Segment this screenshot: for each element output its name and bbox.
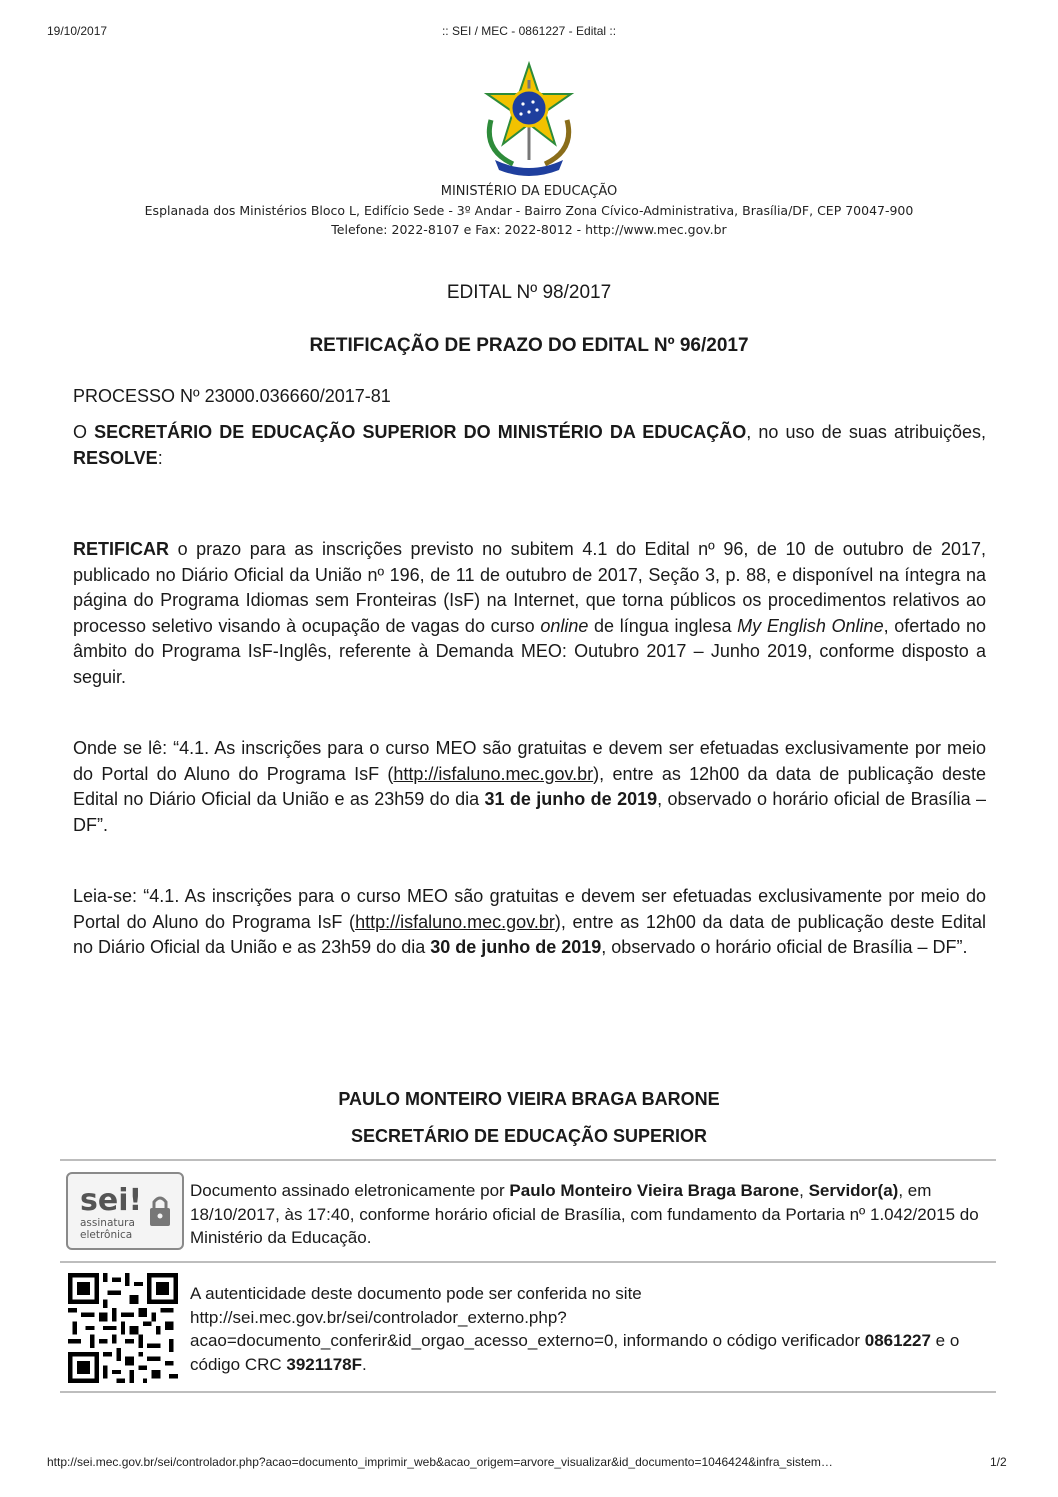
print-title: :: SEI / MEC - 0861227 - Edital :: (441, 24, 617, 38)
processo-number: PROCESSO Nº 23000.036660/2017-81 (73, 386, 391, 406)
print-footer-url: http://sei.mec.gov.br/sei/controlador.php?acao=documento_imprimir_web&acao_origem=arvore_visualizar&id_documento=1046424&infra_sistem… (47, 1455, 833, 1469)
divider (60, 1391, 996, 1393)
signatory-role: SECRETÁRIO DE EDUCAÇÃO SUPERIOR (350, 1126, 708, 1146)
secretario-paragraph: O SECRETÁRIO DE EDUCAÇÃO SUPERIOR DO MINISTÉRIO DA EDUCAÇÃO, no uso de suas atribuições, RESOLVE: (73, 422, 987, 468)
leia-se-paragraph: Leia-se: “4.1. As inscrições para o curso MEO são gratuitas e devem ser efetuadas exclusivamente por meio do Portal do Aluno do Programa IsF (http://isfaluno.mec.gov.br), entre as 12h00 da data de publicação deste Edital no Diário Oficial da União e as 23h59 do dia 30 de junho de 2019, observado o horário oficial de Brasília – DF”. (73, 886, 987, 957)
document-heading: RETIFICAÇÃO DE PRAZO DO EDITAL Nº 96/2017 (309, 335, 749, 356)
sei-signature-seal-icon (66, 1172, 184, 1250)
coat-of-arms-icon (473, 60, 585, 176)
divider (60, 1261, 996, 1263)
isf-portal-link[interactable]: http://isfaluno.mec.gov.br (393, 763, 594, 784)
print-date: 19/10/2017 (47, 24, 108, 38)
retificar-paragraph: RETIFICAR o prazo para as inscrições previsto no subitem 4.1 do Edital nº 96, de 10 de outubro de 2017, publicado no Diário Oficial da União nº 196, de 11 de outubro de 2017, Seção 3, p. 88, e disponível na íntegra na página do Programa Idiomas sem Fronteiras (IsF) na Internet, que torna públicos os procedimentos relativos ao processo seletivo visando à ocupação de vagas do curso online de língua inglesa My English Online, ofertado no âmbito do Programa IsF-Inglês, referente à Demanda MEO: Outubro 2017 – Junho 2019, conforme disposto a seguir. (73, 539, 986, 687)
ministry-name: MINISTÉRIO DA EDUCAÇÃO (440, 184, 618, 199)
onde-se-le-paragraph: Onde se lê: “4.1. As inscrições para o curso MEO são gratuitas e devem ser efetuadas exclusivamente por meio do Portal do Aluno do Programa IsF (http://isfaluno.mec.gov.br), entre as 12h00 da data de publicação deste Edital no Diário Oficial da União e as 23h59 do dia 31 de junho de 2019, observado o horário oficial de Brasília – DF”. (73, 738, 986, 835)
svg-text:eletrônica: eletrônica (80, 1229, 133, 1241)
authenticity-notice: A autenticidade deste documento pode ser conferida no site http://sei.mec.gov.br/sei/controlador_externo.php?acao=documento_conferir&id_orgao_acesso_externo=0, informando o código verificador 0861227 e o código CRC 3921178F. (190, 1284, 960, 1374)
isf-portal-link[interactable]: http://isfaluno.mec.gov.br (355, 911, 555, 932)
page-number: 1/2 (990, 1455, 1007, 1469)
divider (60, 1159, 996, 1161)
signatory-name: PAULO MONTEIRO VIEIRA BRAGA BARONE (338, 1089, 720, 1109)
signed-document-notice: Documento assinado eletronicamente por Paulo Monteiro Vieira Braga Barone, Servidor(a), em 18/10/2017, às 17:40, conforme horário oficial de Brasília, com fundamento da Portaria nº 1.042/2015 do Ministério da Educação. (190, 1181, 979, 1247)
edital-number: EDITAL Nº 98/2017 (446, 282, 612, 303)
qr-code-icon (68, 1273, 178, 1383)
ministry-contact: Telefone: 2022-8107 e Fax: 2022-8012 - http://www.mec.gov.br (331, 222, 727, 237)
svg-text:sei!: sei! (80, 1183, 143, 1218)
ministry-address: Esplanada dos Ministérios Bloco L, Edifício Sede - 3º Andar - Bairro Zona Cívico-Administrativa, Brasília/DF, CEP 70047-900 (144, 203, 914, 218)
svg-text:assinatura: assinatura (80, 1217, 135, 1229)
